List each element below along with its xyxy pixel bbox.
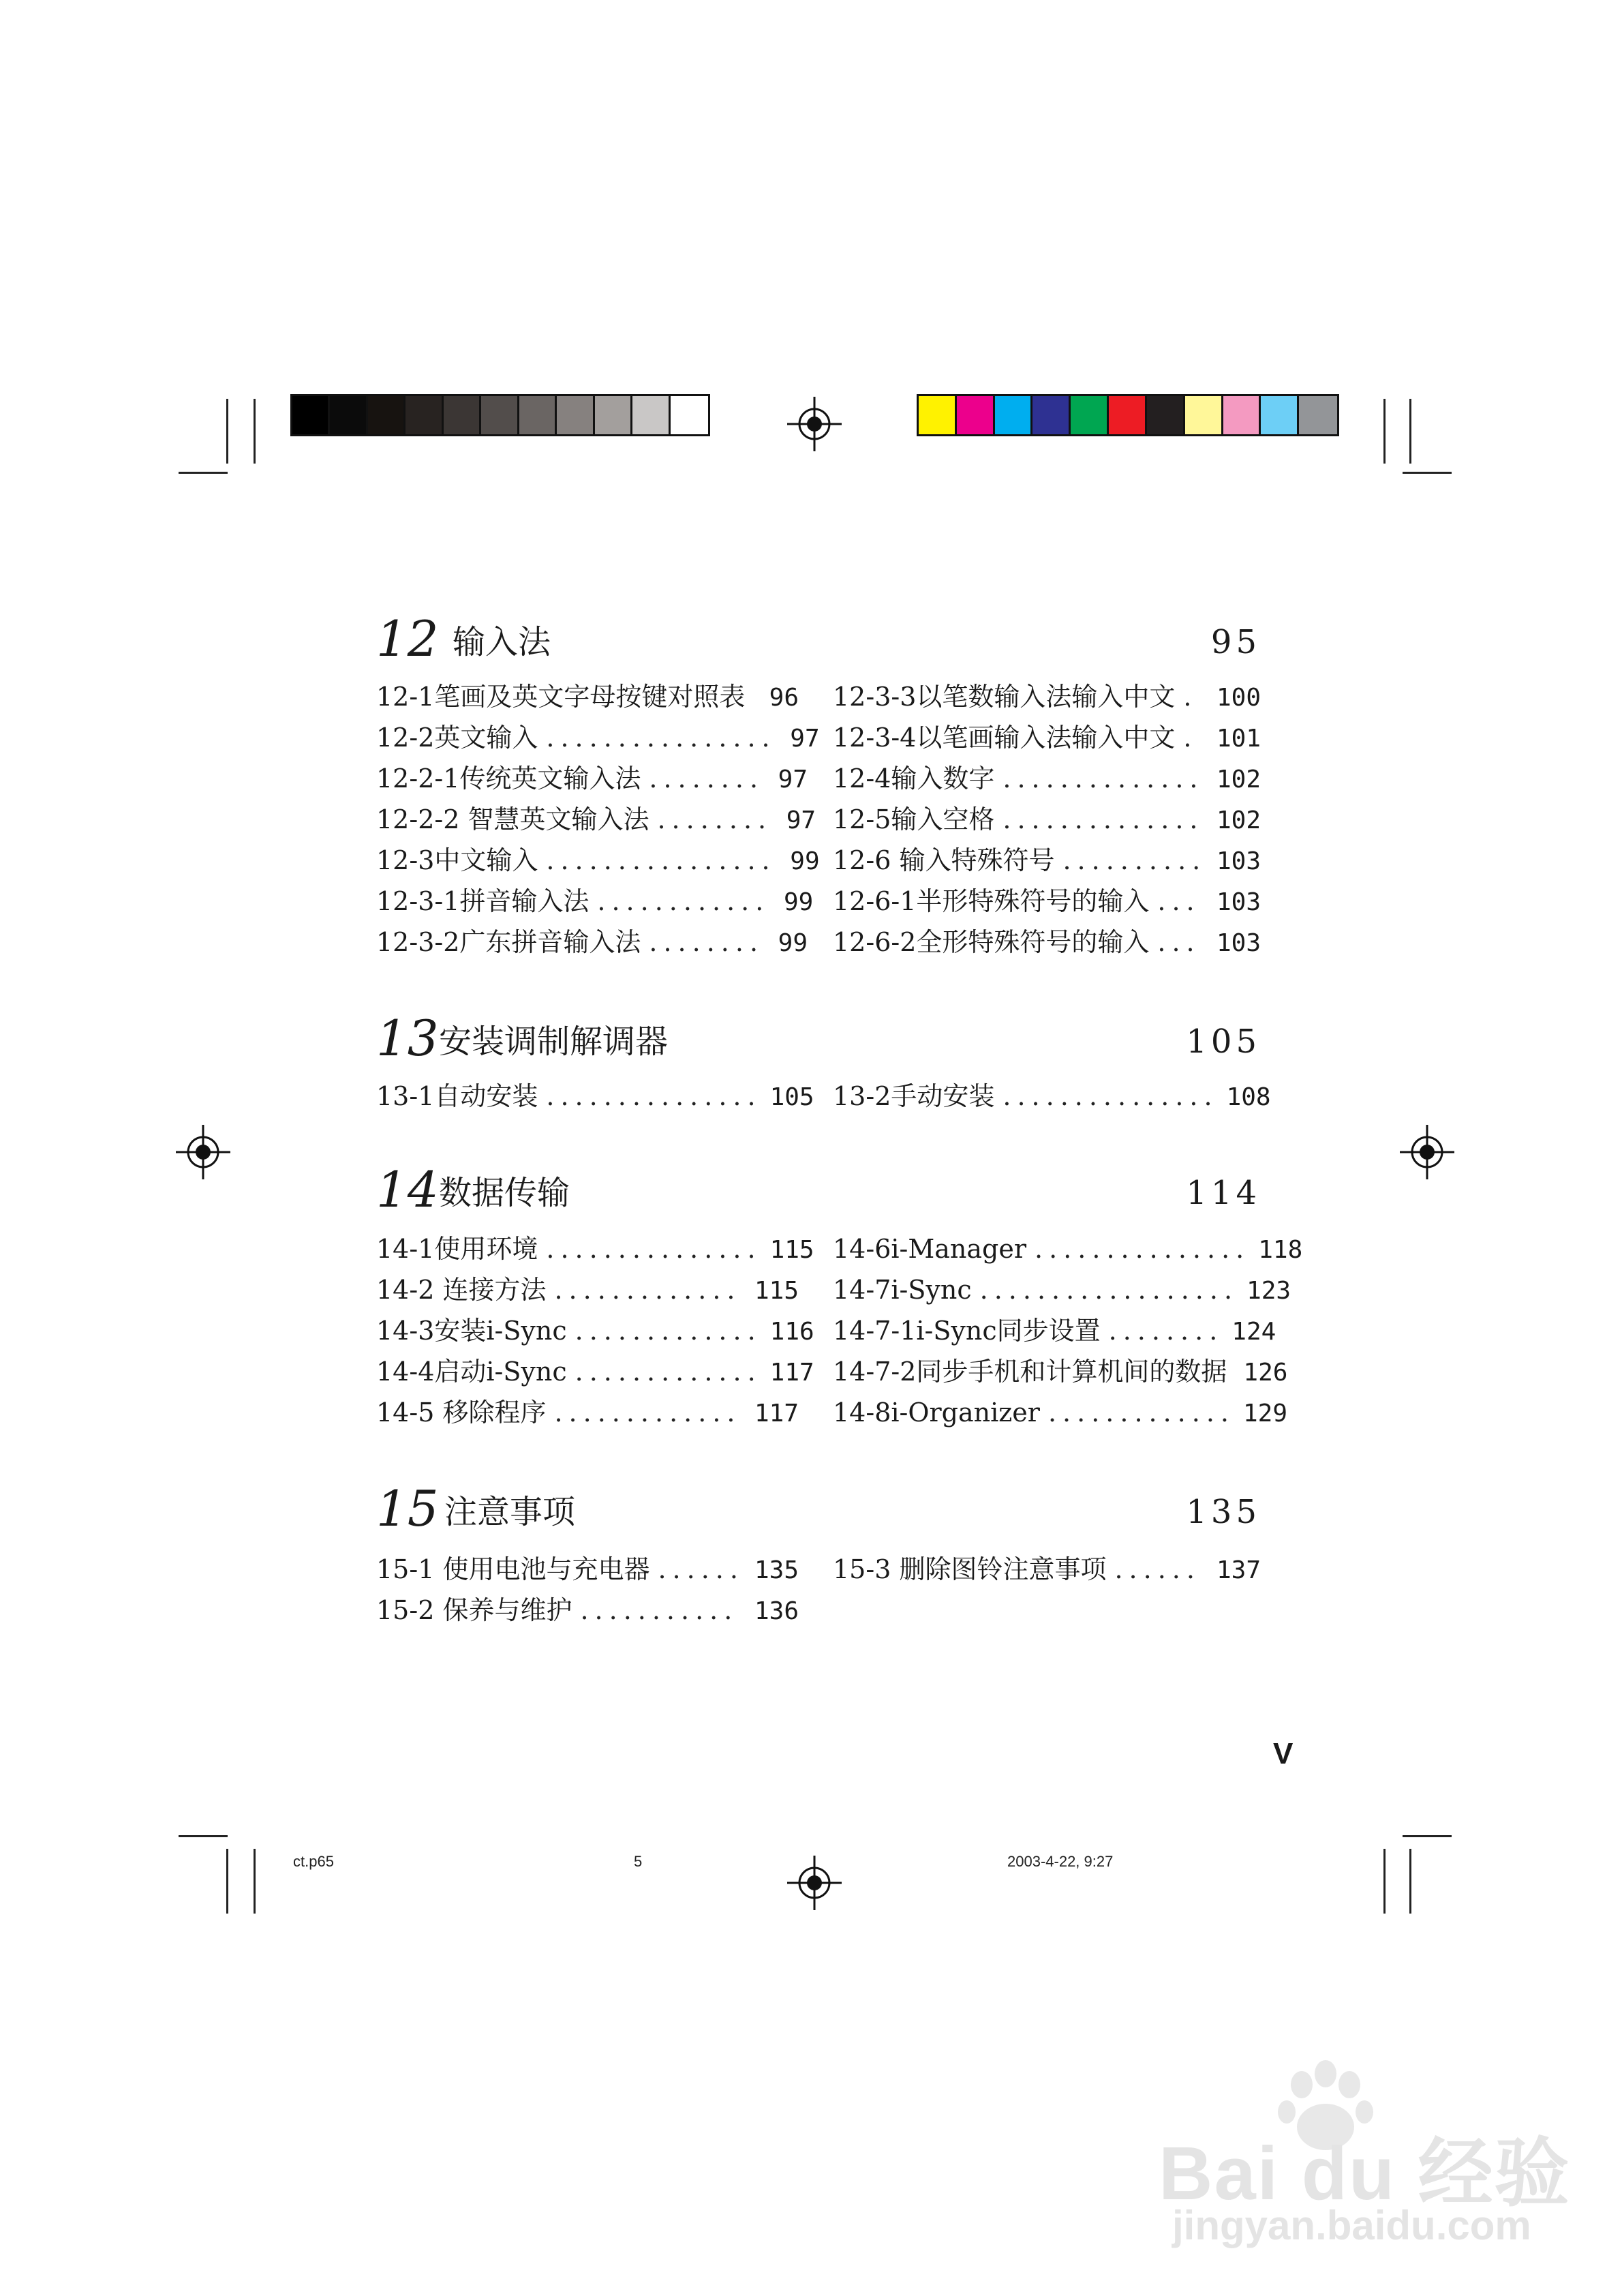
toc-entry-label: 14-1使用环境 <box>376 1234 538 1264</box>
toc-entry-leader-dots: ............ <box>597 886 770 916</box>
toc-entry-page: 123 <box>1246 1277 1291 1305</box>
color-swatch <box>1109 396 1147 434</box>
toc-entry-leader-dots: ...... <box>1114 1554 1201 1584</box>
toc-entry[interactable] <box>376 1590 799 1631</box>
toc-entry-leader-dots: ........ <box>649 927 765 957</box>
toc-entry-leader-dots: .................. <box>979 1275 1239 1305</box>
color-swatch <box>368 396 406 434</box>
chapter-number: 14 <box>376 1161 439 1218</box>
toc-entry-page: 117 <box>754 1400 799 1428</box>
toc-entry[interactable] <box>833 799 1261 840</box>
toc-entry-label: 14-8i-Organizer <box>833 1398 1040 1428</box>
toc-entry[interactable] <box>833 1228 1303 1269</box>
toc-column-left <box>376 1228 814 1433</box>
color-swatch <box>292 396 330 434</box>
toc-entry-page: 103 <box>1216 888 1261 916</box>
toc-entry-leader-dots: ............... <box>546 1081 762 1111</box>
toc-entry-label: 12-6 输入特殊符号 <box>833 845 1055 875</box>
chapter-number: 12 <box>376 610 439 667</box>
toc-entry-page: 97 <box>778 766 808 794</box>
registration-mark-right-icon <box>1400 1125 1454 1179</box>
trim-mark-bottom-left-v <box>226 1849 228 1914</box>
chapter-page: 135 <box>1186 1493 1261 1531</box>
toc-entry-leader-dots: .............. <box>1003 764 1204 794</box>
toc-column-right <box>833 676 1261 963</box>
toc-entry[interactable] <box>833 1310 1276 1351</box>
color-swatch <box>1147 396 1185 434</box>
toc-entry[interactable] <box>833 1549 1261 1590</box>
toc-entry-label: 14-3安装i-Sync <box>376 1316 567 1346</box>
toc-entry-page: 97 <box>790 725 820 753</box>
toc-entry-page: 99 <box>783 888 814 916</box>
chapter-heading-14 <box>376 1159 1261 1220</box>
toc-entry-label: 14-7-1i-Sync同步设置 <box>833 1316 1101 1346</box>
toc-column-right <box>833 1228 1303 1433</box>
color-swatch <box>444 396 481 434</box>
toc-entry-label: 13-2手动安装 <box>833 1081 995 1111</box>
chapter-title: 数据传输 <box>439 1174 570 1212</box>
toc-column-right <box>833 1549 1261 1590</box>
chapter-page: 95 <box>1210 623 1261 661</box>
toc-entry-leader-dots: ... <box>1157 927 1201 957</box>
toc-entry[interactable] <box>833 1269 1291 1310</box>
toc-column-right <box>833 1076 1271 1117</box>
toc-entry-label: 14-4启动i-Sync <box>376 1357 567 1387</box>
toc-entry-page: 103 <box>1216 847 1261 875</box>
grayscale-color-bar <box>290 394 710 436</box>
toc-entry-leader-dots: ............. <box>554 1275 741 1305</box>
toc-entry-leader-dots: .......... <box>1062 845 1207 875</box>
trim-mark-bottom-right-v <box>1383 1849 1386 1914</box>
toc-entry[interactable] <box>376 1228 814 1269</box>
color-swatch <box>557 396 594 434</box>
toc-entry-page: 126 <box>1243 1359 1288 1387</box>
toc-entry-page: 100 <box>1216 684 1261 712</box>
toc-column-left <box>376 1076 814 1117</box>
color-swatch <box>1223 396 1261 434</box>
chapter-number: 13 <box>376 1010 439 1067</box>
chapter-heading-13 <box>376 1008 1261 1069</box>
toc-entry-leader-dots: ............... <box>1003 1081 1219 1111</box>
color-swatch <box>995 396 1033 434</box>
toc-entry[interactable] <box>376 840 820 881</box>
toc-entry-label: 12-1笔画及英文字母按键对照表 <box>376 682 746 712</box>
toc-entry[interactable] <box>376 758 808 799</box>
toc-entry[interactable] <box>376 881 814 922</box>
chapter-page: 114 <box>1186 1174 1261 1212</box>
toc-entry[interactable] <box>376 1351 814 1392</box>
toc-entry-page: 102 <box>1216 766 1261 794</box>
page-number-roman: V <box>1273 1737 1294 1770</box>
trim-mark-top-right-h <box>1403 472 1452 474</box>
chapter-heading-12 <box>376 608 1261 669</box>
toc-entry-page: 116 <box>769 1318 814 1346</box>
toc-entry-label: 12-3-2广东拼音输入法 <box>376 927 641 957</box>
color-swatch <box>632 396 670 434</box>
color-swatch <box>1071 396 1109 434</box>
process-color-bar <box>917 394 1339 436</box>
toc-entry-label: 12-5输入空格 <box>833 804 995 834</box>
toc-entry-label: 14-5 移除程序 <box>376 1398 547 1428</box>
toc-entry[interactable] <box>833 922 1261 963</box>
registration-mark-left-icon <box>176 1125 230 1179</box>
footer-datetime: 2003-4-22, 9:27 <box>1007 1853 1114 1870</box>
toc-entry-leader-dots: ................ <box>546 845 776 875</box>
registration-mark-top-icon <box>787 397 842 451</box>
chapter-number: 15 <box>376 1480 439 1537</box>
watermark-brand: Bai du 经验 <box>1159 2132 1571 2216</box>
toc-entry[interactable] <box>376 1549 799 1590</box>
toc-entry[interactable] <box>376 1269 799 1310</box>
toc-entry[interactable] <box>833 881 1261 922</box>
toc-entry-label: 12-4输入数字 <box>833 764 995 794</box>
toc-entry-label: 12-2-1传统英文输入法 <box>376 764 641 794</box>
chapter-title: 注意事项 <box>444 1493 576 1531</box>
toc-entry-page: 99 <box>778 929 808 957</box>
toc-entry-label: 12-3中文输入 <box>376 845 538 875</box>
color-swatch <box>330 396 367 434</box>
toc-entry-leader-dots: ............. <box>554 1398 741 1428</box>
toc-entry-leader-dots: ............. <box>575 1357 762 1387</box>
toc-entry-label: 15-3 删除图铃注意事项 <box>833 1554 1107 1584</box>
toc-entry-page: 135 <box>754 1556 799 1584</box>
toc-entry-leader-dots: ........... <box>580 1595 739 1625</box>
toc-entry[interactable] <box>833 758 1261 799</box>
toc-entry-label: 12-6-2全形特殊符号的输入 <box>833 927 1150 957</box>
toc-entry-page: 137 <box>1216 1556 1261 1584</box>
toc-entry-page: 115 <box>769 1236 814 1264</box>
toc-entry[interactable] <box>833 1076 1271 1117</box>
color-swatch <box>919 396 957 434</box>
trim-mark-bottom-left-v2 <box>254 1849 256 1914</box>
toc-entry-label: 12-6-1半形特殊符号的输入 <box>833 886 1150 916</box>
chapter-heading-15 <box>376 1478 1261 1539</box>
toc-entry-page: 115 <box>754 1277 799 1305</box>
trim-mark-top-right-v2 <box>1409 399 1411 464</box>
toc-entry[interactable] <box>376 1076 814 1117</box>
toc-entry-leader-dots: ........ <box>657 804 773 834</box>
footer-sheet-number: 5 <box>634 1853 643 1870</box>
toc-entry-page: 105 <box>769 1083 814 1111</box>
color-swatch <box>957 396 995 434</box>
toc-entry-page: 102 <box>1216 806 1261 834</box>
trim-mark-bottom-right-h <box>1403 1835 1452 1837</box>
toc-entry-label: 13-1自动安装 <box>376 1081 538 1111</box>
toc-entry-leader-dots: ............... <box>546 1234 762 1264</box>
color-swatch <box>1032 396 1071 434</box>
chapter-page: 105 <box>1186 1023 1261 1061</box>
toc-column-left <box>376 1549 799 1631</box>
color-swatch <box>671 396 708 434</box>
toc-entry-page: 124 <box>1231 1318 1276 1346</box>
toc-column-left <box>376 676 820 963</box>
toc-entry-label: 12-3-4以笔画输入法输入中文 <box>833 723 1176 753</box>
color-swatch <box>481 396 519 434</box>
color-swatch <box>1261 396 1299 434</box>
footer-file-name: ct.p65 <box>293 1853 334 1870</box>
chapter-title: 安装调制解调器 <box>439 1023 669 1061</box>
toc-entry-page: 136 <box>754 1597 799 1625</box>
toc-entry-leader-dots: . <box>1183 682 1198 712</box>
chapter-title: 输入法 <box>453 623 551 661</box>
toc-entry-leader-dots: ........ <box>649 764 765 794</box>
trim-mark-top-left-v2 <box>254 399 256 464</box>
toc-entry-label: 12-3-3以笔数输入法输入中文 <box>833 682 1176 712</box>
toc-entry[interactable] <box>376 717 820 758</box>
toc-entry-leader-dots: .............. <box>1003 804 1204 834</box>
toc-entry[interactable] <box>833 840 1261 881</box>
toc-entry[interactable] <box>833 1351 1288 1392</box>
trim-mark-top-left-v <box>226 399 228 464</box>
toc-entry-page: 101 <box>1216 725 1261 753</box>
color-swatch <box>1185 396 1223 434</box>
toc-entry-leader-dots: ........ <box>1108 1316 1224 1346</box>
watermark-url: jingyan.baidu.com <box>1172 2203 1531 2248</box>
toc-entry-label: 14-7-2同步手机和计算机间的数据 <box>833 1357 1227 1387</box>
toc-entry-leader-dots: ................ <box>546 723 776 753</box>
toc-entry-leader-dots: ...... <box>658 1554 744 1584</box>
toc-entry-label: 15-2 保养与维护 <box>376 1595 572 1625</box>
toc-entry-page: 117 <box>769 1359 814 1387</box>
toc-entry-leader-dots: ............... <box>1035 1234 1251 1264</box>
trim-mark-bottom-left-h <box>179 1835 228 1837</box>
color-swatch <box>595 396 632 434</box>
toc-entry-leader-dots: ............. <box>1047 1398 1235 1428</box>
toc-entry-leader-dots: ............. <box>575 1316 762 1346</box>
toc-entry-label: 12-2英文输入 <box>376 723 538 753</box>
trim-mark-top-left-h <box>179 472 228 474</box>
toc-entry-label: 12-2-2 智慧英文输入法 <box>376 804 649 834</box>
toc-entry-page: 103 <box>1216 929 1261 957</box>
color-swatch <box>519 396 557 434</box>
trim-mark-bottom-right-v2 <box>1409 1849 1411 1914</box>
registration-mark-bottom-icon <box>787 1856 842 1910</box>
toc-entry[interactable] <box>376 922 808 963</box>
toc-entry[interactable] <box>833 1392 1288 1433</box>
color-swatch <box>406 396 443 434</box>
toc-entry-page: 129 <box>1243 1400 1288 1428</box>
toc-entry[interactable] <box>376 1310 814 1351</box>
toc-entry-page: 97 <box>786 806 816 834</box>
toc-entry-page: 96 <box>769 684 799 712</box>
color-swatch <box>1299 396 1337 434</box>
toc-entry[interactable] <box>376 799 816 840</box>
toc-entry-label: 12-3-1拼音输入法 <box>376 886 590 916</box>
toc-entry[interactable] <box>833 717 1261 758</box>
toc-entry-page: 108 <box>1226 1083 1271 1111</box>
toc-entry[interactable] <box>833 676 1261 717</box>
toc-entry-leader-dots: . <box>1183 723 1198 753</box>
toc-entry-label: 14-7i-Sync <box>833 1275 972 1305</box>
toc-entry[interactable] <box>376 676 799 717</box>
toc-entry-label: 14-6i-Manager <box>833 1234 1027 1264</box>
toc-entry-label: 15-1 使用电池与充电器 <box>376 1554 650 1584</box>
trim-mark-top-right-v <box>1383 399 1386 464</box>
toc-entry-page: 118 <box>1258 1236 1303 1264</box>
toc-entry[interactable] <box>376 1392 799 1433</box>
toc-entry-page: 99 <box>790 847 820 875</box>
toc-entry-leader-dots: ... <box>1157 886 1201 916</box>
toc-entry-label: 14-2 连接方法 <box>376 1275 547 1305</box>
